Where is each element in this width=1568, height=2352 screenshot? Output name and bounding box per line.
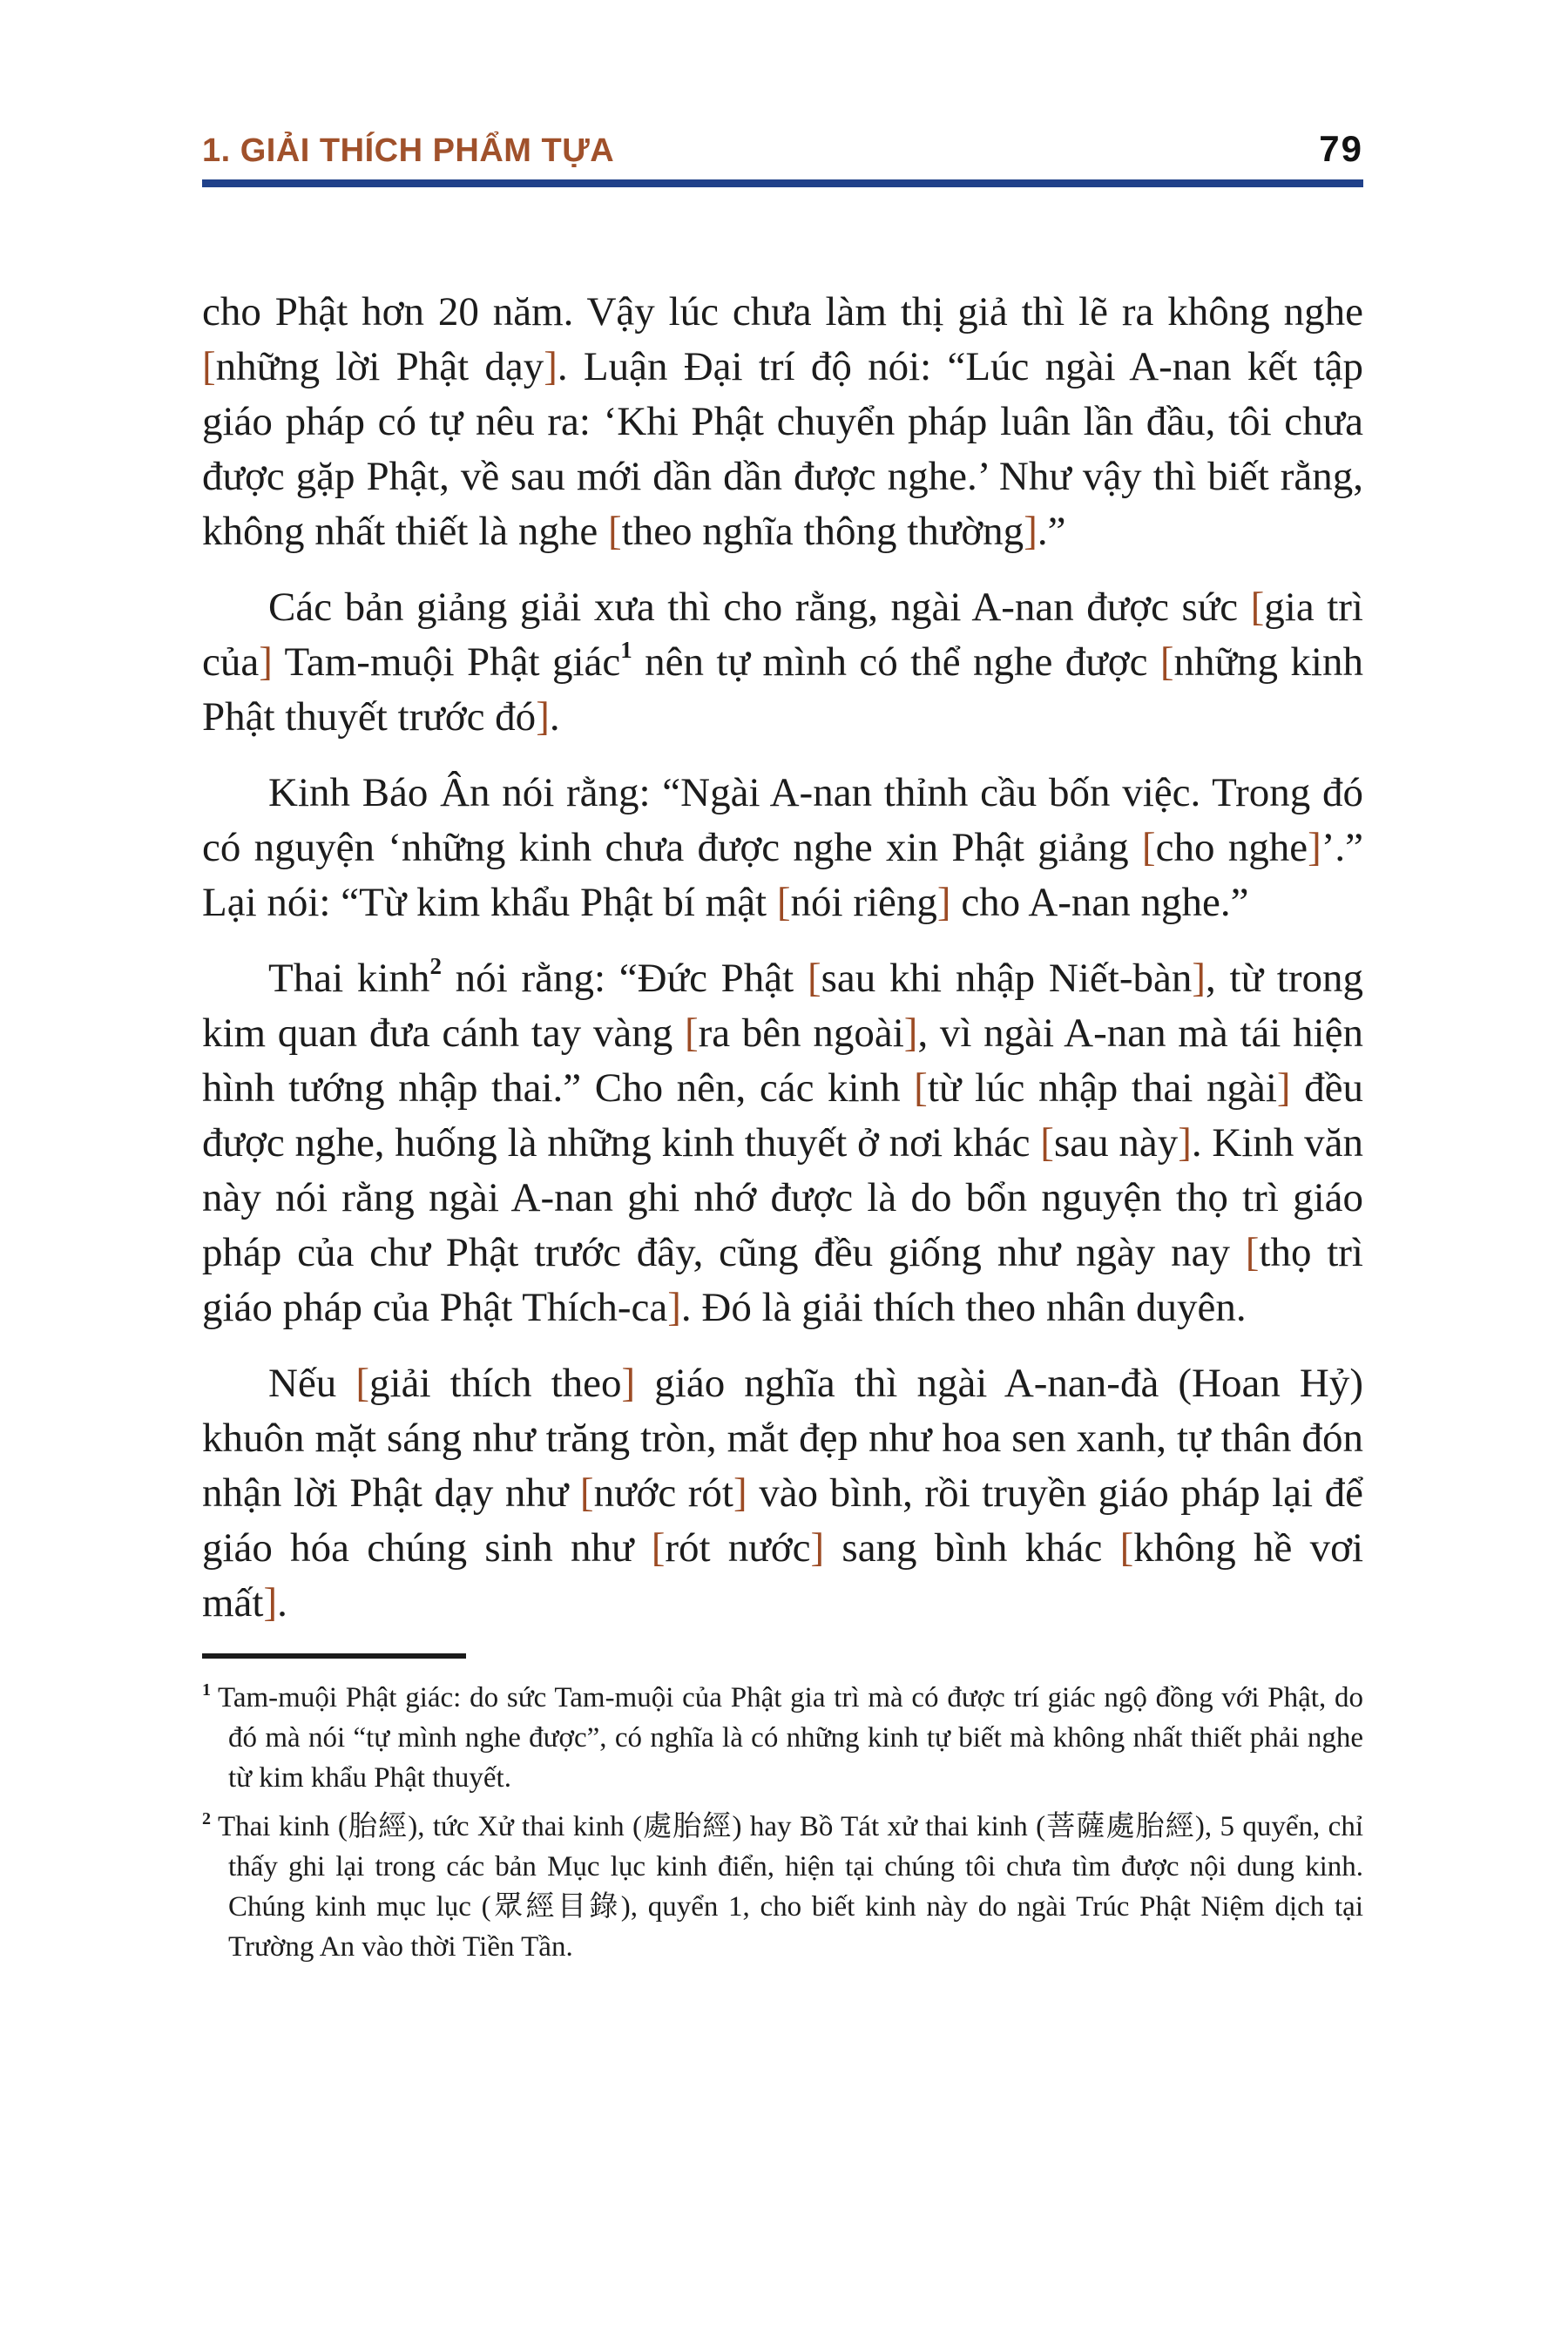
paragraph: Nếu [giải thích theo] giáo nghĩa thì ngài A-nan-đà (Hoan Hỷ) khuôn mặt sáng như trăng tròn, mắt đẹp như hoa sen xanh, tự thân đón nhận lời Phật dạy như [nước rót] vào bình, rồi truyền giáo pháp lại để giáo hóa chúng sinh như [rót nước] sang bình khác [không hề vơi mất]. (202, 1361, 1363, 1625)
bracket-open: [ (202, 344, 216, 389)
footnote-marker: 1 (202, 1680, 211, 1700)
bracket-close: ] (1178, 1120, 1192, 1166)
paragraph: cho Phật hơn 20 năm. Vậy lúc chưa làm thị giả thì lẽ ra không nghe [những lời Phật dạy]. Luận Đại trí độ nói: “Lúc ngài A-nan kết tập giáo pháp có tự nêu ra: ‘Khi Phật chuyển pháp luân lần đầu, tôi chưa được gặp Phật, về sau mới dần dần được nghe.’ Như vậy thì biết rằng, không nhất thiết là nghe [theo nghĩa thông thường].” (202, 289, 1363, 554)
footnote: $^2$ Thai kinh (胎經), tức Xử thai kinh (處胎經) hay Bồ Tát xử thai kinh (菩薩處胎經), 5 quyển, chỉ thấy ghi lại trong các bản Mục lục kinh điển, hiện tại chúng tôi chưa tìm được nội dung kinh. Chúng kinh mục lục (眾經目錄), quyển 1, cho biết kinh này do ngài Trúc Phật Niệm dịch tại Trường An vào thời Tiền Tần. (202, 1809, 1363, 1963)
bracket-close: ] (1192, 956, 1206, 1001)
bracket-open: [ (914, 1065, 928, 1111)
bracket-open: [ (807, 956, 821, 1001)
paragraph: Kinh Báo Ân nói rằng: “Ngài A-nan thỉnh cầu bốn việc. Trong đó có nguyện ‘những kinh chưa được nghe xin Phật giảng [cho nghe]’.” Lại nói: “Từ kim khẩu Phật bí mật [nói riêng] cho A-nan nghe.” (202, 770, 1363, 925)
bracket-close: ] (810, 1525, 825, 1571)
bracket-open: [ (651, 1525, 666, 1571)
bracket-close: ] (1308, 825, 1321, 870)
bracket-close: ] (263, 1580, 278, 1625)
footnote-reference: 2 (429, 953, 442, 979)
body-paragraphs (202, 285, 1363, 1631)
bracket-open: [ (355, 1361, 370, 1406)
bracket-close: ] (1024, 509, 1037, 554)
bracket-open: [ (1159, 639, 1174, 685)
bracket-open: [ (579, 1470, 594, 1516)
bracket-open: [ (1250, 585, 1265, 630)
footnotes (202, 1678, 1363, 1967)
bracket-close: ] (903, 1010, 918, 1056)
footnote-marker: 2 (202, 1809, 211, 1828)
bracket-open: [ (1040, 1120, 1054, 1166)
bracket-open: [ (1245, 1230, 1260, 1275)
paragraph: Các bản giảng giải xưa thì cho rằng, ngài A-nan được sức [gia trì của] Tam-muội Phật giác$^1$ nên tự mình có thể nghe được [những kinh Phật thuyết trước đó]. (202, 585, 1363, 740)
bracket-open: [ (1119, 1525, 1134, 1571)
footnote: $^1$ Tam-muội Phật giác: do sức Tam-muội của Phật gia trì mà có được trí giác ngộ đồng với Phật, do đó mà nói “tự mình nghe được”, có nghĩa là có những kinh tự biết mà không nhất thiết phải nghe từ kim khẩu Phật thuyết. (202, 1680, 1363, 1794)
text-column (202, 128, 1363, 1967)
bracket-close: ] (667, 1285, 681, 1330)
bracket-close: ] (936, 880, 951, 925)
bracket-open: [ (1141, 825, 1156, 870)
bracket-close: ] (733, 1470, 747, 1516)
bracket-close: ] (536, 694, 550, 740)
bracket-close: ] (1276, 1065, 1291, 1111)
footnote-separator (202, 1653, 466, 1659)
bracket-open: [ (776, 880, 791, 925)
bracket-close: ] (544, 344, 558, 389)
header-rule (202, 179, 1363, 187)
footnote-reference: 1 (620, 637, 632, 663)
bracket-open: [ (684, 1010, 699, 1056)
page-number: 79 (1319, 128, 1363, 169)
bracket-open: [ (607, 509, 622, 554)
running-header (202, 128, 1363, 169)
paragraph: Thai kinh$^2$ nói rằng: “Đức Phật [sau khi nhập Niết-bàn], từ trong kim quan đưa cánh tay vàng [ra bên ngoài], vì ngài A-nan mà tái hiện hình tướng nhập thai.” Cho nên, các kinh [từ lúc nhập thai ngài] đều được nghe, huống là những kinh thuyết ở nơi khác [sau này]. Kinh văn này nói rằng ngài A-nan ghi nhớ được là do bổn nguyện thọ trì giáo pháp của chư Phật trước đây, cũng đều giống như ngày nay [thọ trì giáo pháp của Phật Thích-ca]. Đó là giải thích theo nhân duyên. (202, 953, 1363, 1330)
chapter-title: 1. GIẢI THÍCH PHẨM TỰA (202, 132, 615, 169)
bracket-close: ] (259, 639, 273, 685)
bracket-close: ] (621, 1361, 636, 1406)
